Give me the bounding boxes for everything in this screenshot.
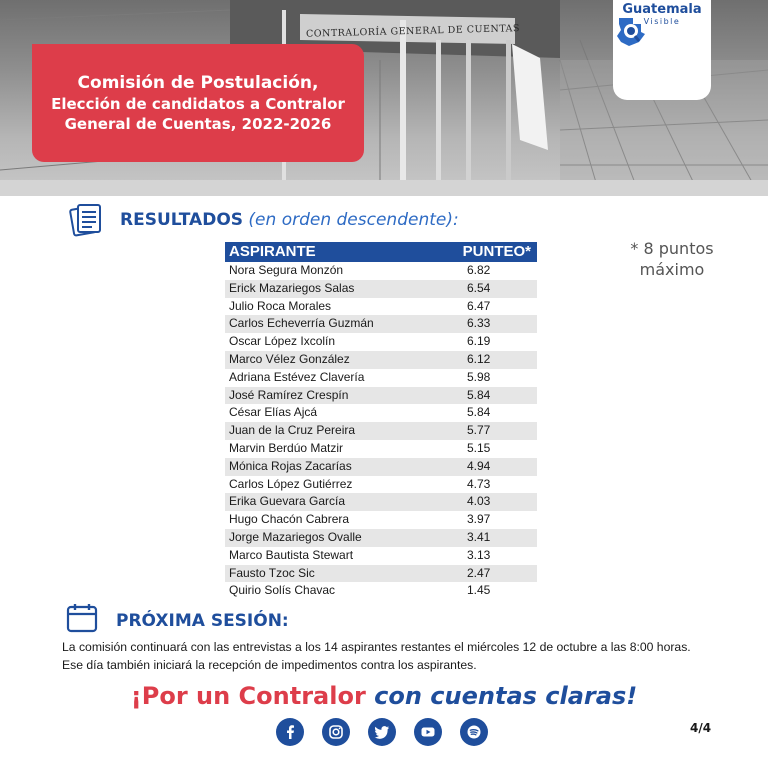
table-body <box>225 262 537 600</box>
table-row <box>225 493 537 511</box>
aspirante-name: Jorge Mazariegos Ovalle <box>229 529 362 544</box>
aspirante-score: 6.33 <box>467 316 491 331</box>
table-row <box>225 476 537 494</box>
aspirante-name: Carlos López Gutiérrez <box>229 476 353 491</box>
table-row <box>225 422 537 440</box>
table-row <box>225 315 537 333</box>
calendar-icon <box>66 602 100 634</box>
aspirante-score: 4.03 <box>467 494 491 509</box>
column-header-aspirante: ASPIRANTE <box>229 243 316 260</box>
instagram-icon[interactable] <box>322 718 350 746</box>
aspirante-name: Juan de la Cruz Pereira <box>229 423 356 438</box>
table-row <box>225 333 537 351</box>
building-sign: CONTRALORÍA GENERAL DE CUENTAS <box>305 23 521 40</box>
youtube-icon[interactable] <box>414 718 442 746</box>
guatemala-map-icon <box>613 16 647 48</box>
aspirante-score: 3.13 <box>467 547 491 562</box>
aspirante-score: 5.77 <box>467 423 491 438</box>
max-points-note <box>612 238 732 280</box>
table-row <box>225 351 537 369</box>
note-line-2: máximo <box>639 260 705 279</box>
aspirante-score: 6.12 <box>467 351 491 366</box>
title-line-3: General de Cuentas, 2022-2026 <box>64 115 332 133</box>
aspirante-name: Hugo Chacón Cabrera <box>229 512 350 527</box>
document-icon <box>68 202 106 238</box>
aspirante-score: 5.98 <box>467 369 491 384</box>
guatemala-visible-logo <box>613 0 711 100</box>
aspirante-name: Nora Segura Monzón <box>229 263 344 277</box>
aspirante-name: Marco Bautista Stewart <box>229 547 354 562</box>
column-header-punteo: PUNTEO* <box>462 243 531 260</box>
logo-name: Guatemala <box>622 2 702 17</box>
twitter-icon[interactable] <box>368 718 396 746</box>
aspirante-score: 4.94 <box>467 458 491 473</box>
title-line-2: Elección de candidatos a Contralor <box>51 95 345 113</box>
aspirante-name: Erika Guevara García <box>229 494 346 509</box>
aspirante-name: Marco Vélez González <box>229 351 350 366</box>
table-header <box>225 242 537 262</box>
table-row <box>225 458 537 476</box>
aspirante-name: Marvin Berdúo Matzir <box>229 440 344 455</box>
table-row <box>225 404 537 422</box>
title-banner <box>32 44 364 162</box>
spotify-icon[interactable] <box>460 718 488 746</box>
aspirante-name: Julio Roca Morales <box>229 298 332 313</box>
table-row <box>225 298 537 316</box>
aspirante-name: Fausto Tzoc Sic <box>229 565 315 580</box>
header-photo <box>0 0 768 196</box>
aspirante-score: 3.97 <box>467 512 491 527</box>
table-row <box>225 529 537 547</box>
results-heading <box>120 210 459 230</box>
aspirante-score: 4.73 <box>467 476 491 491</box>
aspirante-score: 6.19 <box>467 334 491 349</box>
slogan <box>0 681 768 711</box>
slogan-part-2: con cuentas claras! <box>374 682 638 710</box>
table-row <box>225 565 537 583</box>
logo-subtitle: Visible <box>643 17 681 26</box>
aspirante-score: 5.84 <box>467 405 491 420</box>
table-row <box>225 262 537 280</box>
table-row <box>225 511 537 529</box>
table-row <box>225 369 537 387</box>
aspirante-name: Adriana Estévez Clavería <box>229 369 365 384</box>
table-row <box>225 547 537 565</box>
aspirante-score: 5.15 <box>467 440 491 455</box>
aspirante-score: 6.82 <box>467 263 491 277</box>
aspirante-name: Carlos Echeverría Guzmán <box>229 316 374 331</box>
table-row <box>225 280 537 298</box>
aspirante-name: Oscar López Ixcolín <box>229 334 336 349</box>
aspirante-score: 2.47 <box>467 565 491 580</box>
results-heading-italic: (en orden descendente): <box>248 210 459 230</box>
title-line-1: Comisión de Postulación, <box>77 73 319 93</box>
aspirante-name: Quirio Solís Chavac <box>229 583 336 598</box>
social-links <box>276 718 488 746</box>
aspirante-name: César Elías Ajcá <box>229 405 318 420</box>
page-number: 4/4 <box>690 721 712 735</box>
facebook-icon[interactable] <box>276 718 304 746</box>
results-heading-bold: RESULTADOS <box>120 210 244 230</box>
slogan-part-1: ¡Por un Contralor <box>130 682 375 710</box>
aspirante-score: 3.41 <box>467 529 491 544</box>
next-session-line-2: Ese día también iniciará la recepción de impedimentos contra los aspirantes. <box>62 658 477 672</box>
table-row <box>225 387 537 405</box>
aspirante-score: 1.45 <box>467 583 491 598</box>
next-session-title: PRÓXIMA SESIÓN: <box>116 611 289 631</box>
aspirante-score: 6.54 <box>467 280 491 295</box>
results-table <box>225 242 537 600</box>
next-session-line-1: La comisión continuará con las entrevistas a los 14 aspirantes restantes el miércoles 12 de octubre a las 8:00 horas. <box>62 640 691 654</box>
aspirante-name: Erick Mazariegos Salas <box>229 280 355 295</box>
aspirante-score: 6.47 <box>467 298 491 313</box>
table-row <box>225 582 537 600</box>
note-line-1: * 8 puntos <box>630 239 714 258</box>
table-row <box>225 440 537 458</box>
aspirante-name: José Ramírez Crespín <box>229 387 349 402</box>
next-session-text <box>62 638 742 674</box>
aspirante-score: 5.84 <box>467 387 491 402</box>
aspirante-name: Mónica Rojas Zacarías <box>229 458 352 473</box>
